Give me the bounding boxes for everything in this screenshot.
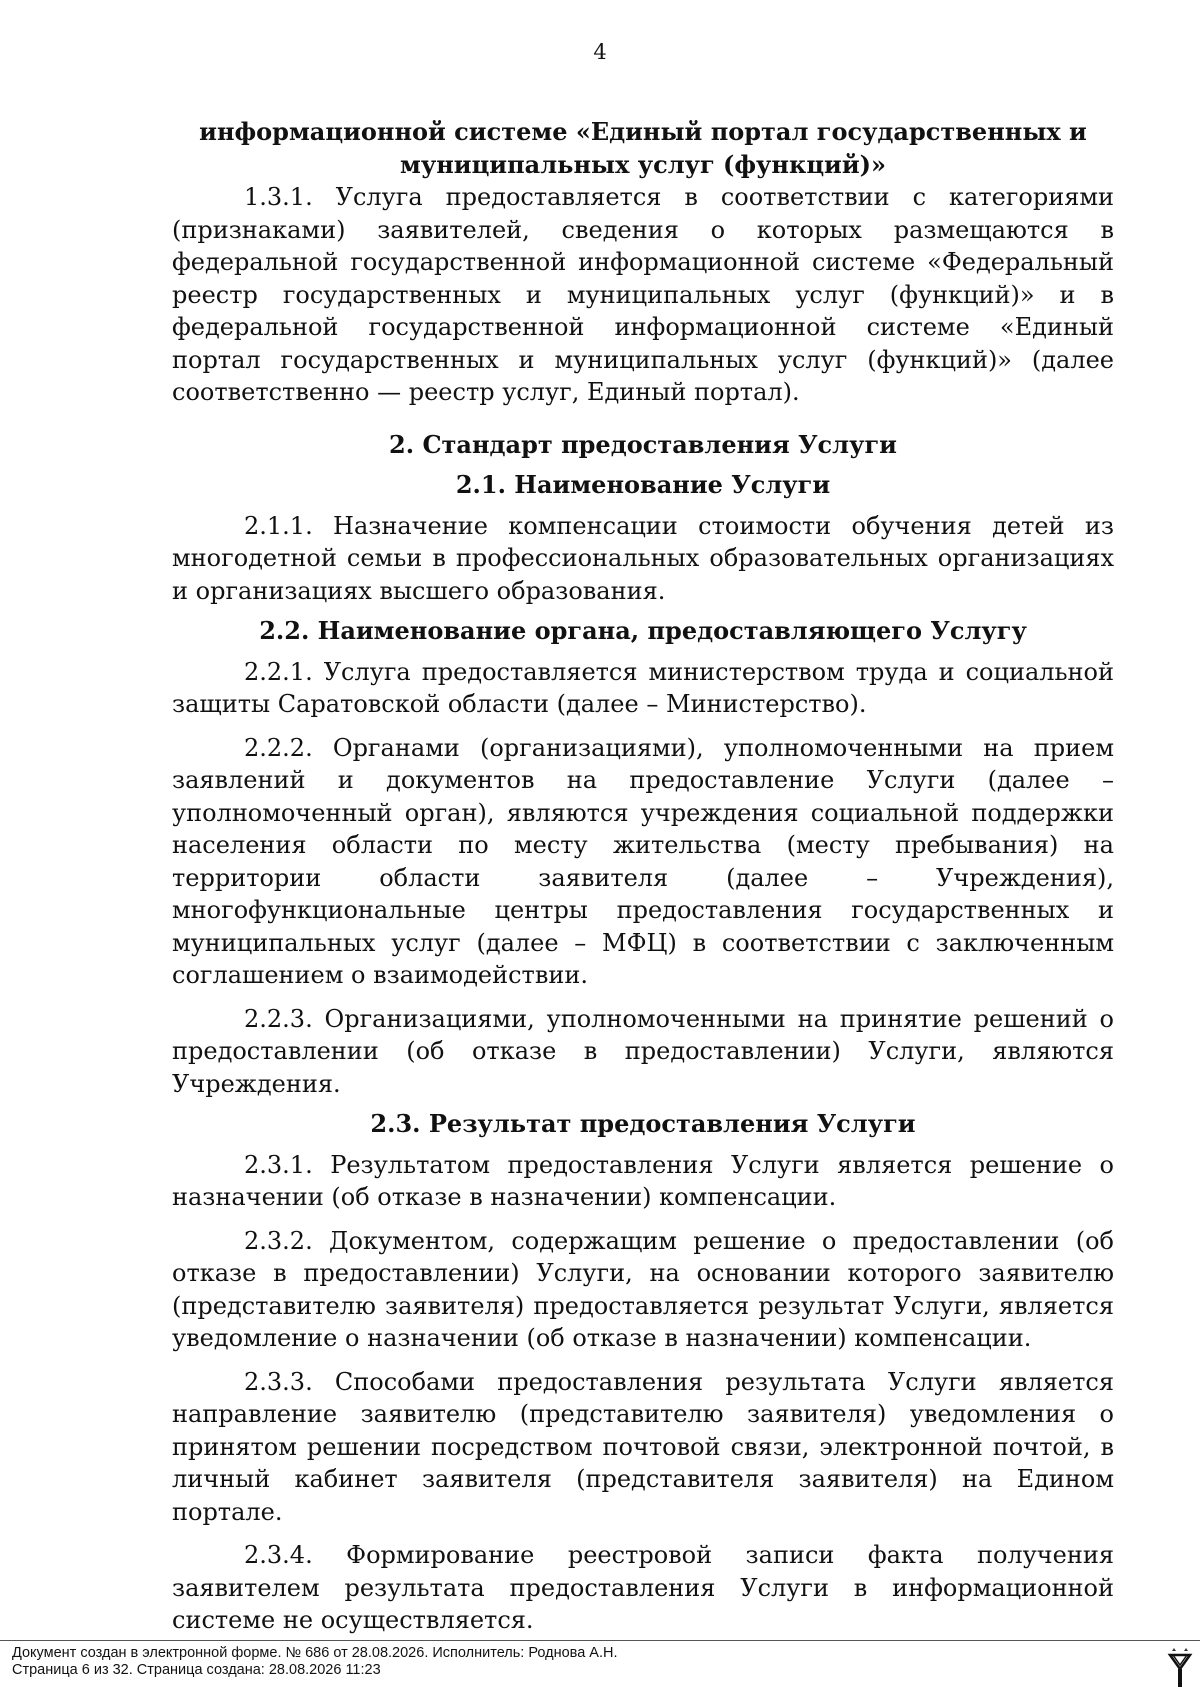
heading-line: муниципальных услуг (функций)» [400,149,886,179]
section-heading-continued [172,116,1114,181]
document-body [172,116,1114,1637]
paragraph-2-3-2: 2.3.2. Документом, содержащим решение о предоставлении (об отказе в предоставлении) Услуги, на основании которого заявителю (представителю заявителя) предоставляется результат Услуги, является уведомление о назначении (об отказе в назначении) компенсации. [172,1226,1114,1352]
section-heading-2: 2. Стандарт предоставления Услуги [389,429,897,459]
paragraph-2-2-2: 2.2.2. Органами (организациями), уполномоченными на прием заявлений и документов на предоставление Услуги (далее – уполномоченный орган), являются учреждения социальной поддержки населения области по месту жительства (месту пребывания) на территории области заявителя (далее – Учреждения), многофункциональные центры предоставления государственных и муниципальных услуг (далее – МФЦ) в соответствии с заключенным соглашением о взаимодействии. [172,733,1114,989]
document-footer [0,1640,1200,1678]
paragraph-2-2-3: 2.2.3. Организациями, уполномоченными на принятие решений о предоставлении (об отказе в предоставлении) Услуги, являются Учреждения. [172,1004,1114,1098]
paragraph-2-3-1: 2.3.1. Результатом предоставления Услуги является решение о назначении (об отказе в назначении) компенсации. [172,1150,1114,1211]
page-number: 4 [593,40,607,64]
footer-line: Документ создан в электронной форме. № 686 от 28.08.2026. Исполнитель: Роднова А.Н. [12,1645,618,1661]
paragraph-2-1-1: 2.1.1. Назначение компенсации стоимости обучения детей из многодетной семьи в профессиональных образовательных организациях и организациях высшего образования. [172,511,1114,605]
paragraph-2-2-1: 2.2.1. Услуга предоставляется министерством труда и социальной защиты Саратовской области (далее – Министерство). [172,657,1114,718]
saratov-region-emblem-icon [1166,1647,1194,1691]
paragraph-2-3-4: 2.3.4. Формирование реестровой записи факта получения заявителем результата предоставления Услуги в информационной системе не осуществляется. [172,1541,1114,1634]
section-heading-2-3: 2.3. Результат предоставления Услуги [370,1109,916,1138]
section-heading-2-1: 2.1. Наименование Услуги [455,470,831,499]
footer-text [12,1645,618,1679]
section-heading-2-2: 2.2. Наименование органа, предоставляющего Услугу [259,616,1027,645]
paragraph-2-3-3: 2.3.3. Способами предоставления результата Услуги является направление заявителю (представителю заявителя) уведомления о принятом решении посредством почтовой связи, электронной почтой, в личный кабинет заявителя (представителя заявителя) на Едином портале. [172,1367,1114,1526]
heading-line: информационной системе «Единый портал государственных и [199,117,1087,146]
footer-line: Страница 6 из 32. Страница создана: 28.08.2026 11:23 [12,1662,381,1678]
paragraph-1-3-1: 1.3.1. Услуга предоставляется в соответствии с категориями (признаками) заявителей, сведения о которых размещаются в федеральной государственной информационной системе «Федеральный реестр государственных и муниципальных услуг (функций)» и в федеральной государственной информационной системе «Единый портал государственных и муниципальных услуг (функций)» (далее соответственно — реестр услуг, Единый портал). [172,183,1114,406]
